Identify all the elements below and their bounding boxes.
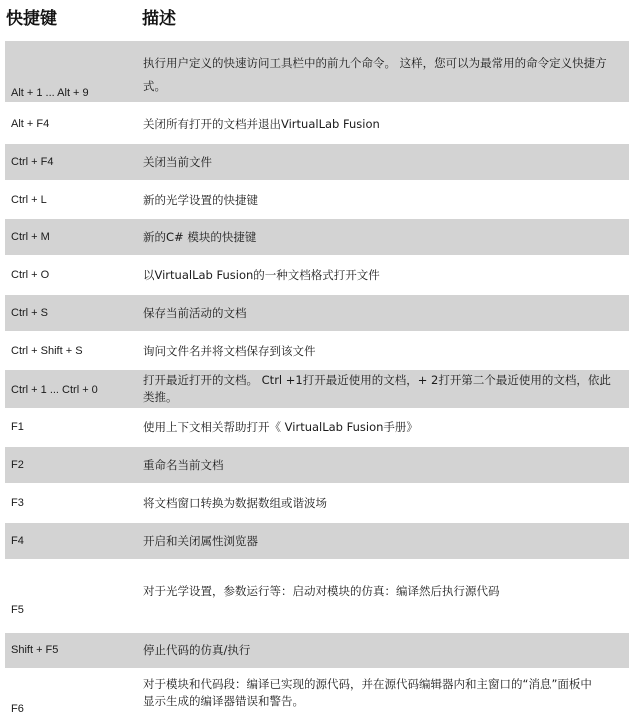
shortcut-description: 执行用户定义的快速访问工具栏中的前九个命令。 这样，您可以为最常用的命令定义快捷方式。 [143, 56, 607, 93]
table-row [5, 219, 629, 255]
shortcut-key: F1 [11, 421, 24, 433]
shortcut-description: 保存当前活动的文档 [143, 306, 247, 320]
table-row [5, 370, 629, 408]
shortcut-key: F5 [11, 604, 24, 616]
table-row [5, 257, 629, 293]
shortcut-description: 打开最近打开的文档。 Ctrl +1打开最近使用的文档，+ 2打开第二个最近使用的文档，依此类推。 [143, 373, 611, 404]
table-row [5, 447, 629, 483]
table-row [5, 485, 629, 521]
shortcut-description: 开启和关闭属性浏览器 [143, 534, 258, 548]
shortcut-description: 新的C# 模块的快捷键 [143, 230, 257, 244]
shortcut-key: Ctrl + O [11, 269, 50, 281]
shortcut-description: 以VirtualLab Fusion的一种文档格式打开文件 [143, 268, 380, 282]
shortcut-description: 停止代码的仿真/执行 [143, 643, 251, 657]
table-row [5, 633, 629, 668]
shortcut-key: Ctrl + M [11, 231, 50, 243]
shortcut-key: Alt + 1 ... Alt + 9 [11, 87, 89, 99]
shortcut-description: 新的光学设置的快捷键 [143, 193, 258, 207]
shortcut-description: 将文档窗口转换为数据数组或谐波场 [143, 496, 327, 510]
shortcut-key: Alt + F4 [11, 118, 50, 130]
table-row [5, 560, 629, 632]
shortcut-description: 对于光学设置，参数运行等：启动对模块的仿真：编译然后执行源代码 [143, 584, 500, 598]
shortcut-description: 对于模块和代码段：编译已实现的源代码，并在源代码编辑器内和主窗口的“消息”面板中显示生成的编译器错误和警告。 [143, 677, 592, 708]
shortcut-key: Ctrl + Shift + S [11, 345, 83, 357]
shortcut-description: 关闭所有打开的文档并退出VirtualLab Fusion [143, 117, 380, 131]
shortcut-key: F3 [11, 497, 24, 509]
table-row [5, 408, 629, 446]
table-row [5, 523, 629, 559]
shortcut-key: Ctrl + 1 ... Ctrl + 0 [11, 384, 98, 396]
description-column-header: 描述 [142, 9, 176, 29]
table-row [5, 295, 629, 331]
shortcut-key: Ctrl + S [11, 307, 48, 319]
table-row [5, 182, 629, 218]
shortcut-key: F4 [11, 535, 24, 547]
shortcut-key: Ctrl + F4 [11, 156, 54, 168]
shortcut-key: Ctrl + L [11, 194, 47, 206]
shortcut-column-header: 快捷键 [6, 9, 57, 29]
table-row [5, 333, 629, 369]
shortcut-description: 使用上下文相关帮助打开《 VirtualLab Fusion手册》 [143, 420, 418, 434]
shortcut-key: F2 [11, 459, 24, 471]
table-row [5, 106, 629, 142]
shortcut-description: 关闭当前文件 [143, 155, 212, 169]
shortcut-description: 询问文件名并将文档保存到该文件 [143, 344, 316, 358]
table-row [5, 144, 629, 180]
table-row [5, 670, 629, 719]
shortcut-description: 重命名当前文档 [143, 458, 224, 472]
shortcut-key: Shift + F5 [11, 644, 59, 656]
table-header [0, 0, 634, 36]
shortcut-key: F6 [11, 703, 24, 715]
table-row [5, 41, 629, 102]
